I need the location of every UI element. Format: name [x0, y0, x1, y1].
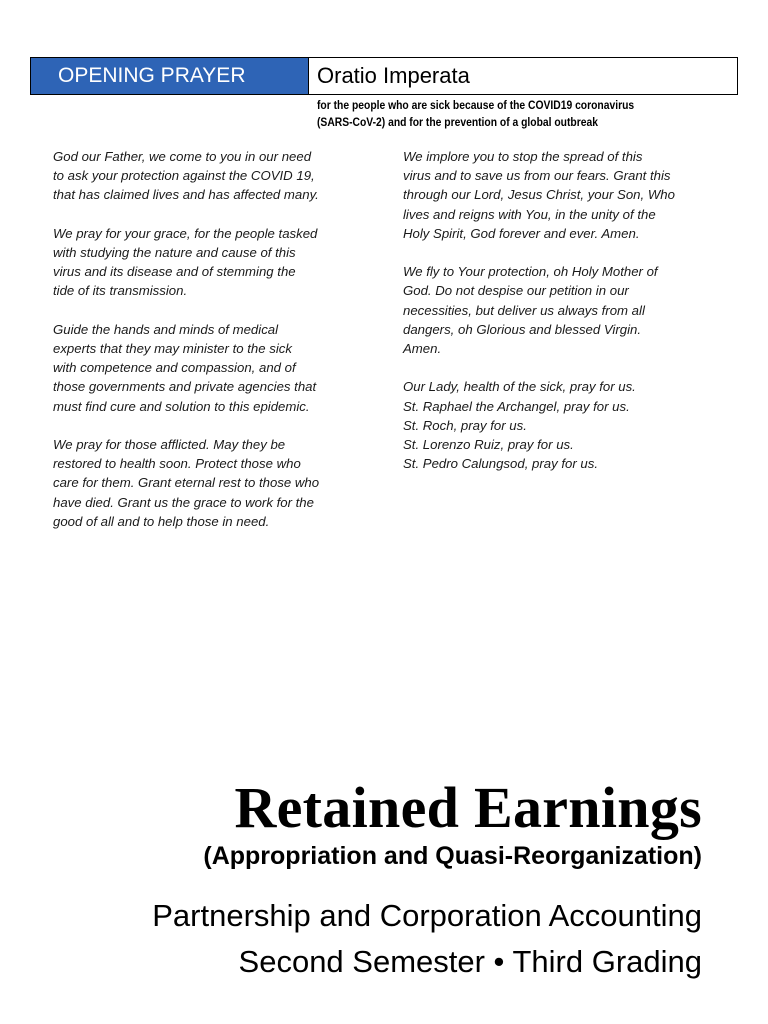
main-title: Retained Earnings [234, 775, 702, 840]
prayer-line: necessities, but deliver us always from all [403, 302, 645, 318]
prayer-line: those governments and private agencies that [53, 379, 317, 395]
prayer-line: through our Lord, Jesus Christ, your Son, Who [403, 187, 675, 203]
prayer-right-column [403, 147, 721, 493]
prayer-line: Amen. [403, 341, 442, 357]
prayer-line: We implore you to stop the spread of this [403, 149, 643, 164]
prayer-line: restored to health soon. Protect those who [53, 456, 301, 472]
prayer-line: that has claimed lives and has affected many. [53, 187, 319, 203]
prayer-left-column [53, 147, 371, 550]
prayer-paragraph [403, 262, 721, 358]
prayer-paragraph [53, 320, 371, 416]
prayer-line: must find cure and solution to this epidemic. [53, 398, 310, 414]
litany-line: St. Roch, pray for us. [403, 417, 527, 433]
prayer-line: tide of its transmission. [53, 283, 188, 299]
prayer-line: with competence and compassion, and of [53, 360, 296, 376]
prayer-line: lives and reigns with You, in the unity of the [403, 206, 656, 222]
prayer-line: We fly to Your protection, oh Holy Mother of [403, 264, 658, 280]
saints-litany [403, 377, 721, 473]
prayer-paragraph [53, 147, 371, 205]
litany-line: St. Pedro Calungsod, pray for us. [403, 456, 598, 472]
prayer-line: with studying the nature and cause of this [53, 245, 296, 260]
litany-line: St. Lorenzo Ruiz, pray for us. [403, 437, 574, 453]
prayer-line: We pray for your grace, for the people tasked [53, 225, 318, 241]
document-title-block [152, 775, 702, 985]
prayer-subtitle-line-1: for the people who are sick because of the COVID19 coronavirus [317, 98, 635, 112]
prayer-line: care for them. Grant eternal rest to those who [53, 475, 320, 491]
prayer-line: to ask your protection against the COVID 19, [53, 168, 315, 184]
prayer-paragraph [53, 224, 371, 301]
prayer-subtitle-line-2: (SARS-CoV-2) and for the prevention of a global outbreak [317, 115, 598, 129]
prayer-line: God our Father, we come to you in our need [53, 149, 312, 164]
course-term: Second Semester • Third Grading [238, 944, 702, 979]
course-title: Partnership and Corporation Accounting [152, 898, 702, 933]
prayer-line: Guide the hands and minds of medical [53, 321, 279, 337]
prayer-line: We pray for those afflicted. May they be [53, 437, 286, 452]
prayer-line: have died. Grant us the grace to work for the [53, 494, 314, 510]
prayer-line: God. Do not despise our petition in our [403, 283, 629, 299]
opening-prayer-label: OPENING PRAYER [31, 58, 309, 94]
main-subtitle: (Appropriation and Quasi-Reorganization) [203, 842, 702, 870]
prayer-line: Holy Spirit, God forever and ever. Amen. [403, 225, 640, 241]
prayer-line: good of all and to help those in need. [53, 513, 270, 529]
prayer-line: dangers, oh Glorious and blessed Virgin. [403, 321, 642, 337]
prayer-subtitle [317, 97, 721, 131]
oratio-imperata-label: Oratio Imperata [309, 58, 737, 94]
prayer-line: virus and its disease and of stemming the [53, 264, 296, 280]
litany-line: Our Lady, health of the sick, pray for us. [403, 379, 636, 395]
prayer-line: virus and to save us from our fears. Grant this [403, 168, 671, 184]
prayer-line: experts that they may minister to the sick [53, 341, 292, 356]
litany-line: St. Raphael the Archangel, pray for us. [403, 398, 630, 414]
prayer-paragraph [53, 435, 371, 531]
prayer-paragraph [403, 147, 721, 243]
prayer-header [30, 57, 738, 95]
